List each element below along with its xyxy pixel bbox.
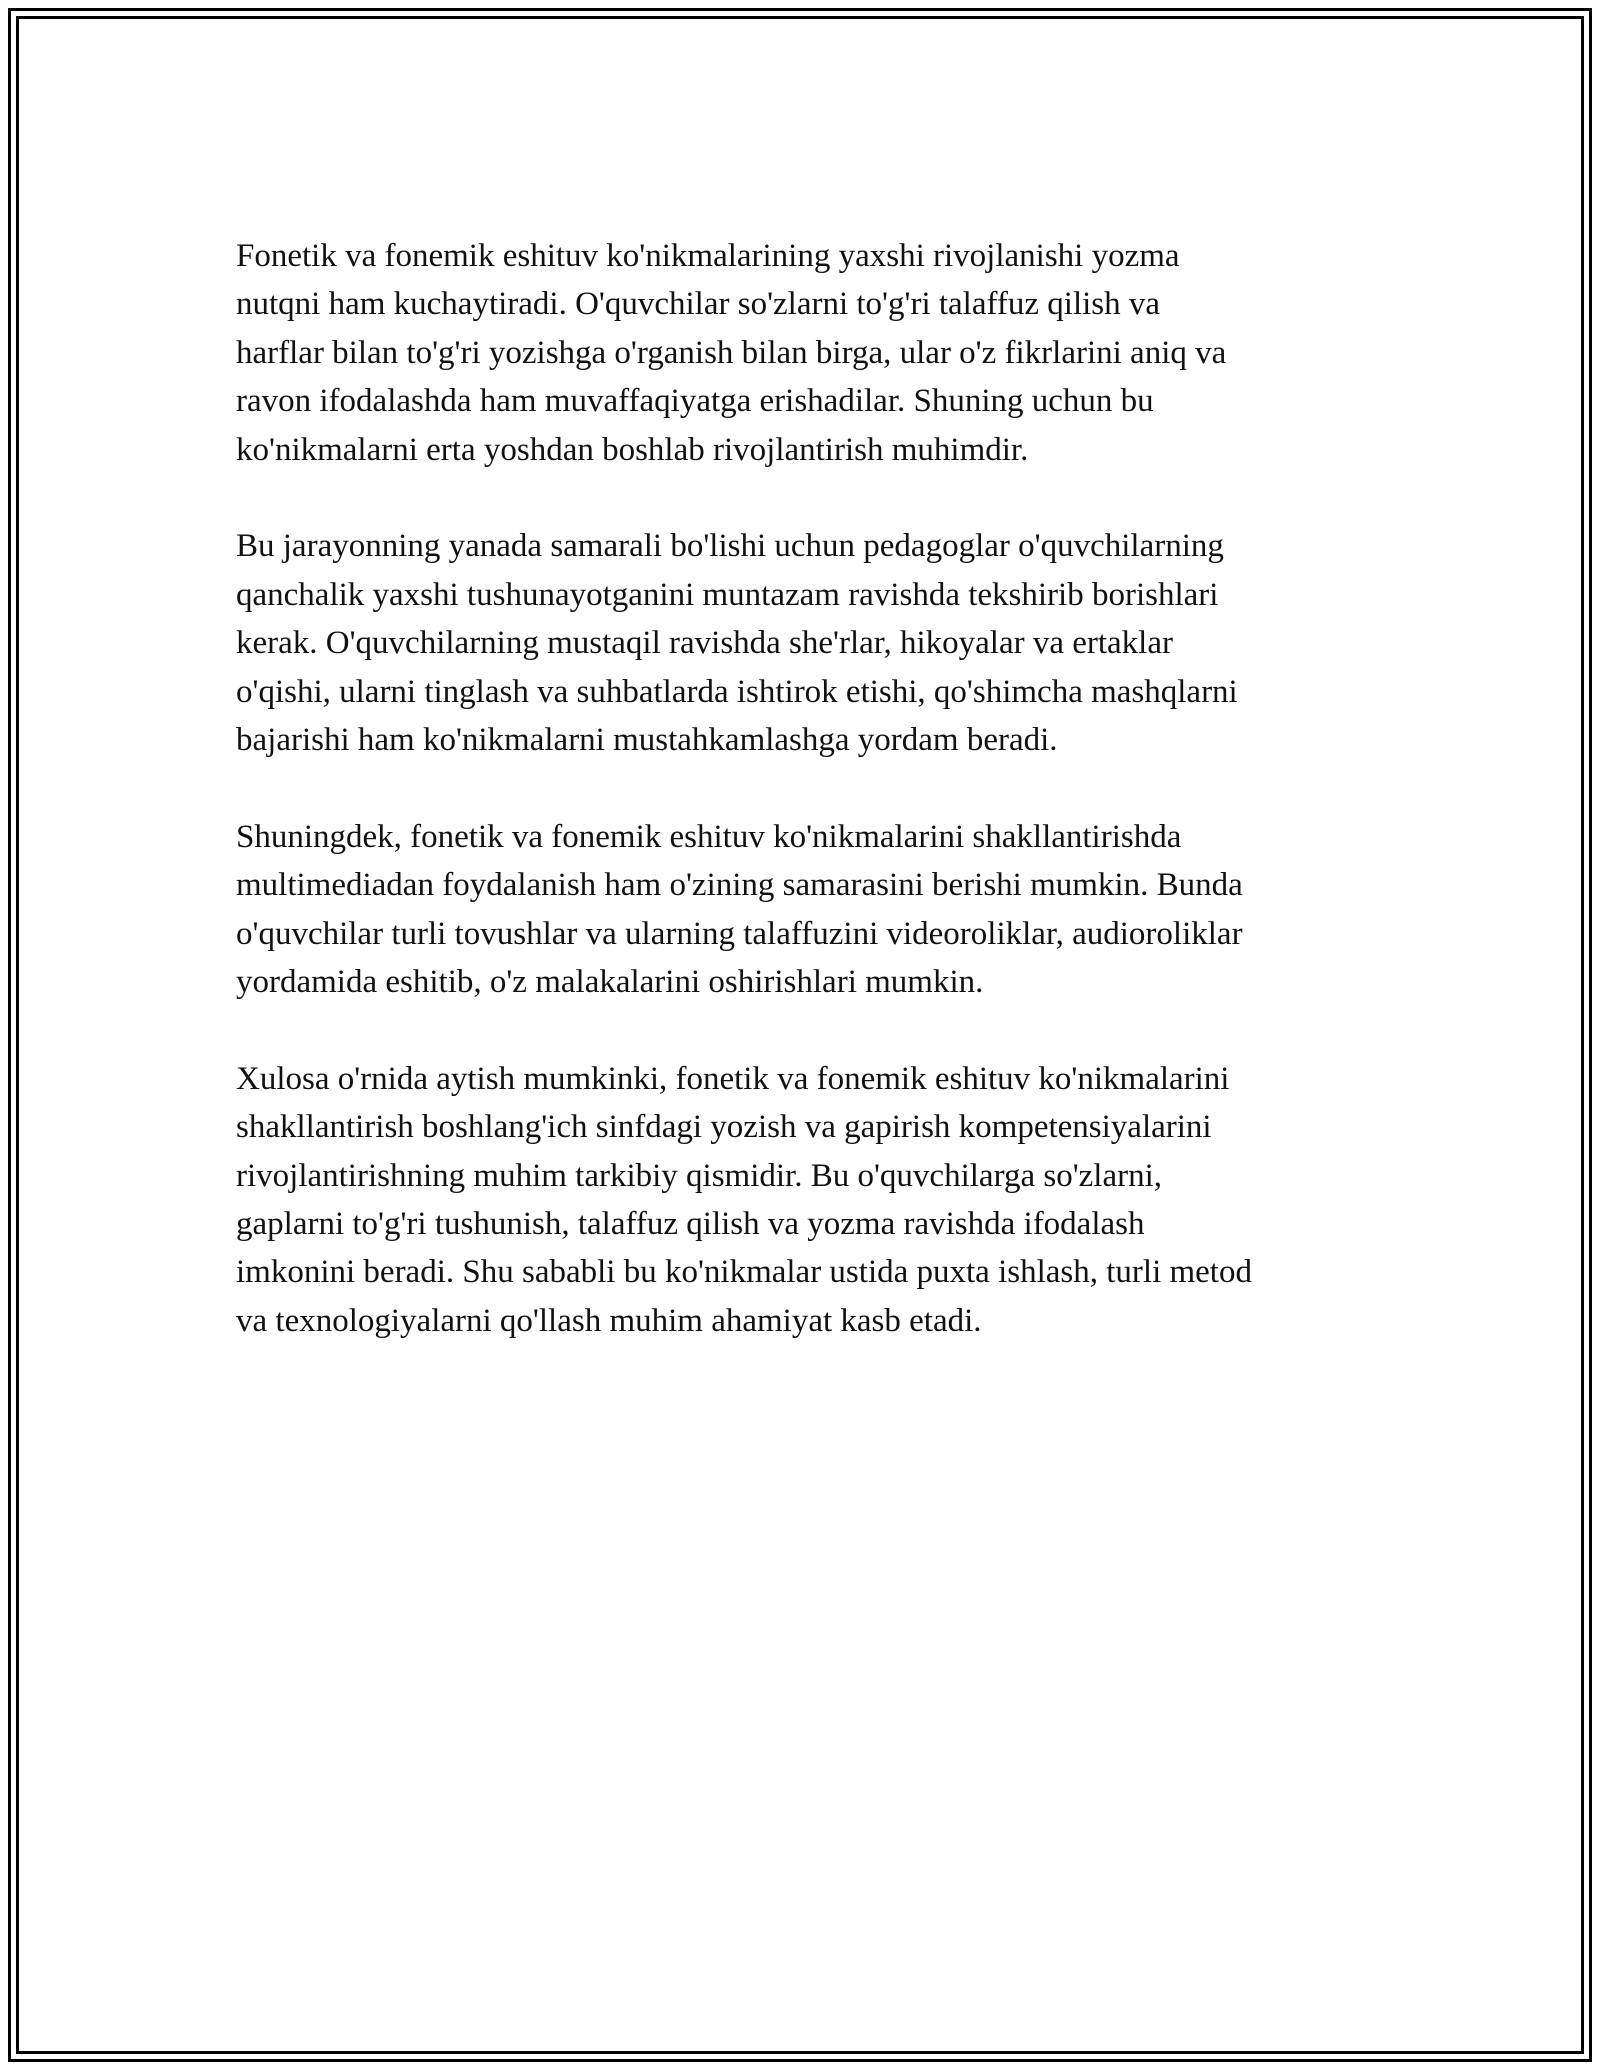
text-line: o'quvchilar turli tovushlar va ularning talaffuzini videoroliklar, audioroliklar — [236, 915, 1243, 952]
text-line: nutqni ham kuchaytiradi. O'quvchilar so'zlarni to'g'ri talaffuz qilish va — [236, 286, 1161, 323]
paragraph-3 — [236, 813, 1386, 1007]
text-line: o'qishi, ularni tinglash va suhbatlarda ishtirok etishi, qo'shimcha mashqlarni — [236, 673, 1238, 710]
text-line: qanchalik yaxshi tushunayotganini muntazam ravishda tekshirib borishlari — [236, 576, 1219, 613]
paragraph-4 — [236, 1055, 1386, 1345]
text-line: Xulosa o'rnida aytish mumkinki, fonetik va fonemik eshituv ko'nikmalarini — [236, 1060, 1230, 1097]
text-line: Fonetik va fonemik eshituv ko'nikmalarining yaxshi rivojlanishi yozma — [236, 238, 1180, 274]
text-line: kerak. O'quvchilarning mustaqil ravishda she'rlar, hikoyalar va ertaklar — [236, 625, 1173, 662]
text-line: imkonini beradi. Shu sababli bu ko'nikmalar ustida puxta ishlash, turli metod — [236, 1254, 1252, 1291]
text-line: shakllantirish boshlang'ich sinfdagi yozish va gapirish kompetensiyalarini — [236, 1109, 1212, 1146]
text-line: gaplarni to'g'ri tushunish, talaffuz qilish va yozma ravishda ifodalash — [236, 1206, 1145, 1243]
text-line: Shuningdek, fonetik va fonemik eshituv ko'nikmalarini shakllantirishda — [236, 818, 1182, 855]
text-line: bajarishi ham ko'nikmalarni mustahkamlashga yordam beradi. — [236, 722, 1058, 759]
text-line: yordamida eshitib, o'z malakalarini oshirishlari mumkin. — [236, 964, 984, 1001]
paragraph-1 — [236, 232, 1386, 474]
paragraph-2 — [236, 522, 1386, 764]
document-body — [236, 232, 1386, 1394]
text-line: ravon ifodalashda ham muvaffaqiyatga erishadilar. Shuning uchun bu — [236, 383, 1154, 420]
text-line: harflar bilan to'g'ri yozishga o'rganish bilan birga, ular o'z fikrlarini aniq va — [236, 334, 1227, 371]
text-line: ko'nikmalarni erta yoshdan boshlab rivojlantirish muhimdir. — [236, 431, 1029, 468]
text-line: rivojlantirishning muhim tarkibiy qismidir. Bu o'quvchilarga so'zlarni, — [236, 1157, 1163, 1194]
text-line: va texnologiyalarni qo'llash muhim ahamiyat kasb etadi. — [236, 1302, 982, 1339]
text-line: Bu jarayonning yanada samarali bo'lishi uchun pedagoglar o'quvchilarning — [236, 528, 1224, 565]
text-line: multimediadan foydalanish ham o'zining samarasini berishi mumkin. Bunda — [236, 867, 1243, 904]
